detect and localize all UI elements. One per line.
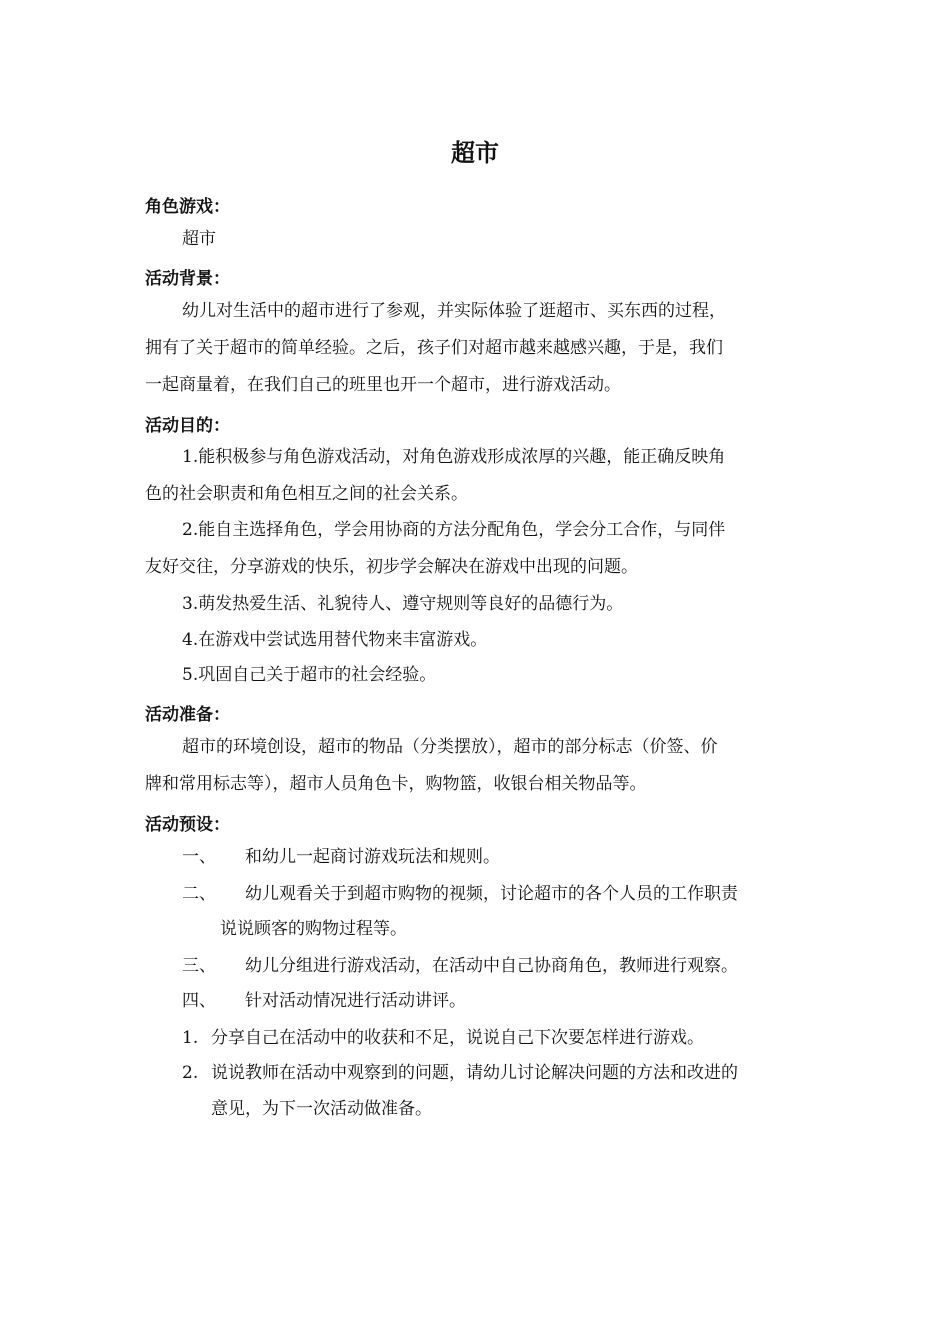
goal-line: 4.在游戏中尝试选用替代物来丰富游戏。 <box>182 630 488 650</box>
plan-sub-text: 说说教师在活动中观察到的问题，请幼儿讨论解决问题的方法和改进的 <box>211 1063 738 1083</box>
background-line: 拥有了关于超市的简单经验。之后，孩子们对超市越来越感兴趣，于是，我们 <box>145 338 723 358</box>
plan-step-text: 针对活动情况进行活动讲评。 <box>245 991 466 1011</box>
goal-line: 友好交往，分享游戏的快乐，初步学会解决在游戏中出现的问题。 <box>145 557 638 577</box>
plan-step-number: 三、 <box>182 956 216 976</box>
plan-sub-text: 分享自己在活动中的收获和不足，说说自己下次要怎样进行游戏。 <box>211 1028 704 1048</box>
preparation-line: 牌和常用标志等），超市人员角色卡，购物篮，收银台相关物品等。 <box>145 774 647 794</box>
plan-step-text-cont: 说说顾客的购物过程等。 <box>220 919 407 939</box>
plan-step-text: 幼儿观看关于到超市购物的视频，讨论超市的各个人员的工作职责 <box>245 884 738 904</box>
goal-line: 2.能自主选择角色，学会用协商的方法分配角色，学会分工合作，与同伴 <box>182 520 726 540</box>
preparation-line: 超市的环境创设，超市的物品（分类摆放），超市的部分标志（价签、价 <box>182 737 718 757</box>
heading-goals: 活动目的： <box>145 416 230 436</box>
background-line: 一起商量着，在我们自己的班里也开一个超市，进行游戏活动。 <box>145 375 621 395</box>
page-title: 超市 <box>451 139 499 167</box>
heading-role-game: 角色游戏： <box>145 197 230 217</box>
plan-step-number: 四、 <box>182 991 216 1011</box>
plan-step-text: 和幼儿一起商讨游戏玩法和规则。 <box>245 847 500 867</box>
plan-step-number: 一、 <box>182 847 216 867</box>
goal-line: 1.能积极参与角色游戏活动，对角色游戏形成浓厚的兴趣，能正确反映角 <box>182 447 726 467</box>
heading-background: 活动背景： <box>145 269 230 289</box>
plan-step-number: 二、 <box>182 884 216 904</box>
plan-step-text: 幼儿分组进行游戏活动，在活动中自己协商角色，教师进行观察。 <box>245 956 738 976</box>
goal-line: 5.巩固自己关于超市的社会经验。 <box>182 665 437 685</box>
plan-sub-text-cont: 意见，为下一次活动做准备。 <box>211 1099 432 1119</box>
heading-preparation: 活动准备： <box>145 705 230 725</box>
plan-sub-number: 2. <box>182 1063 199 1083</box>
goal-line: 3.萌发热爱生活、礼貌待人、遵守规则等良好的品德行为。 <box>182 594 624 614</box>
heading-plan: 活动预设： <box>145 815 230 835</box>
goal-line: 色的社会职责和角色相互之间的社会关系。 <box>145 484 468 504</box>
plan-sub-number: 1. <box>182 1028 199 1048</box>
background-line: 幼儿对生活中的超市进行了参观，并实际体验了逛超市、买东西的过程， <box>182 301 726 321</box>
role-game-text: 超市 <box>182 229 216 249</box>
